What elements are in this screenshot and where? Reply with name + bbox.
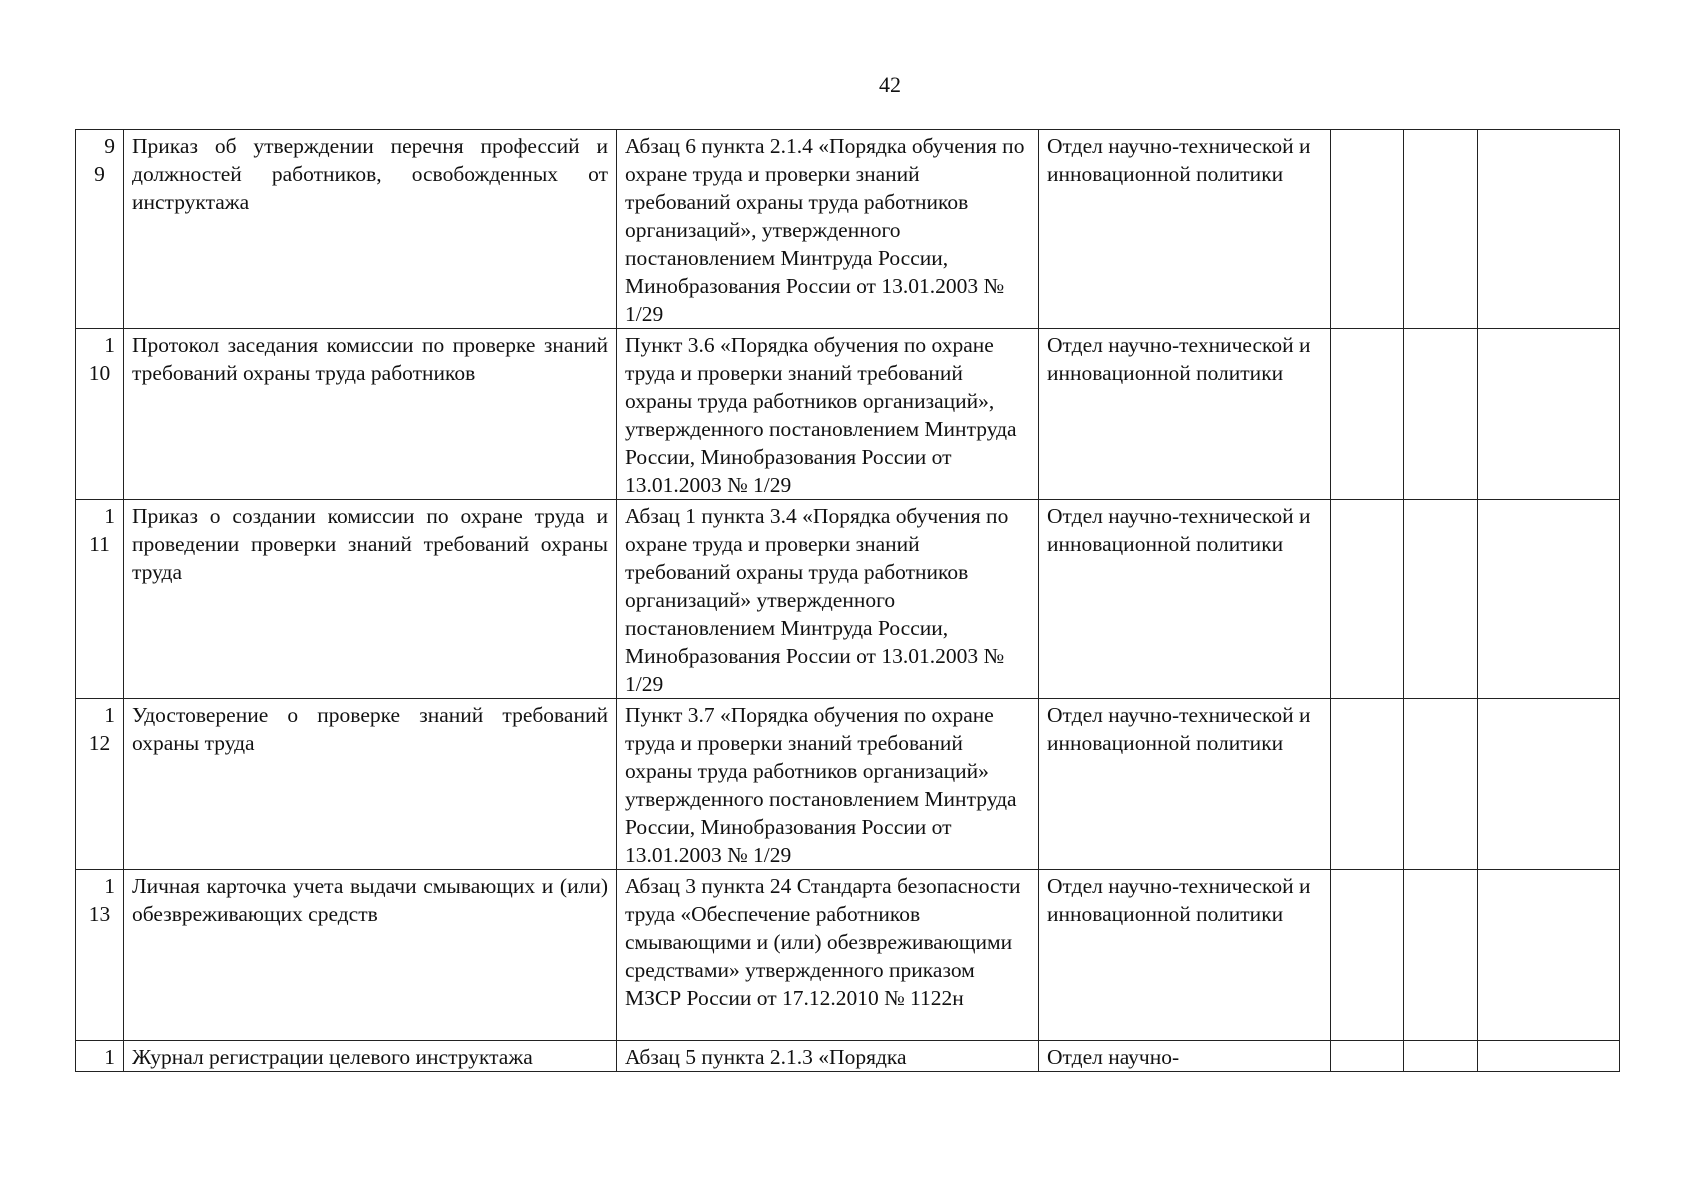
department-cell: Отдел научно-технической и инновационной политики xyxy=(1039,500,1331,699)
row-number-top: 9 xyxy=(104,134,115,158)
empty-cell xyxy=(1331,699,1404,870)
row-number-top: 1 xyxy=(104,333,115,357)
row-number-top: 1 xyxy=(104,1045,115,1069)
document-title-cell: Удостоверение о проверке знаний требований охраны труда xyxy=(124,699,617,870)
empty-cell xyxy=(1404,329,1478,500)
legal-basis-cell: Абзац 3 пункта 24 Стандарта безопасности труда «Обеспечение работников смывающими и (или) обезвреживающими средствами» утвержденного приказом МЗСР России от 17.12.2010 № 1122н xyxy=(617,870,1039,1041)
department-cell: Отдел научно-технической и инновационной политики xyxy=(1039,699,1331,870)
empty-cell xyxy=(1331,130,1404,329)
document-title-cell: Журнал регистрации целевого инструктажа xyxy=(124,1041,617,1072)
row-number-cell xyxy=(76,1041,124,1072)
empty-cell xyxy=(1331,1041,1404,1072)
empty-cell xyxy=(1478,699,1620,870)
empty-cell xyxy=(1404,130,1478,329)
legal-basis-cell: Пункт 3.6 «Порядка обучения по охране труда и проверки знаний требований охраны труда работников организаций», утвержденного постановлением Минтруда России, Минобразования России от 13.01.2003 № 1/29 xyxy=(617,329,1039,500)
department-cell: Отдел научно- xyxy=(1039,1041,1331,1072)
row-number-bottom: 10 xyxy=(88,361,111,385)
row-number-cell xyxy=(76,500,124,699)
empty-cell xyxy=(1478,130,1620,329)
row-number-cell xyxy=(76,870,124,1041)
empty-cell xyxy=(1331,870,1404,1041)
empty-cell xyxy=(1478,500,1620,699)
row-number-cell xyxy=(76,699,124,870)
table-row xyxy=(76,870,1620,1041)
legal-basis-cell: Абзац 1 пункта 3.4 «Порядка обучения по охране труда и проверки знаний требований охраны труда работников организаций» утвержденного постановлением Минтруда России, Минобразования России от 13.01.2003 № 1/29 xyxy=(617,500,1039,699)
empty-cell xyxy=(1331,500,1404,699)
empty-cell xyxy=(1331,329,1404,500)
table-row xyxy=(76,130,1620,329)
document-title-cell: Личная карточка учета выдачи смывающих и (или) обезвреживающих средств xyxy=(124,870,617,1041)
empty-cell xyxy=(1404,500,1478,699)
empty-cell xyxy=(1404,699,1478,870)
row-number-top: 1 xyxy=(104,874,115,898)
row-number-cell xyxy=(76,130,124,329)
empty-cell xyxy=(1404,870,1478,1041)
row-number-top: 1 xyxy=(104,703,115,727)
row-number-top: 1 xyxy=(104,504,115,528)
legal-basis-cell: Абзац 5 пункта 2.1.3 «Порядка xyxy=(617,1041,1039,1072)
legal-basis-cell: Пункт 3.7 «Порядка обучения по охране труда и проверки знаний требований охраны труда работников организаций» утвержденного постановлением Минтруда России, Минобразования России от 13.01.2003 № 1/29 xyxy=(617,699,1039,870)
table-row xyxy=(76,500,1620,699)
empty-cell xyxy=(1404,1041,1478,1072)
department-cell: Отдел научно-технической и инновационной политики xyxy=(1039,130,1331,329)
document-title-cell: Протокол заседания комиссии по проверке знаний требований охраны труда работников xyxy=(124,329,617,500)
table-row xyxy=(76,1041,1620,1072)
empty-cell xyxy=(1478,1041,1620,1072)
empty-cell xyxy=(1478,329,1620,500)
table-row xyxy=(76,329,1620,500)
row-number-bottom: 11 xyxy=(89,532,110,556)
department-cell: Отдел научно-технической и инновационной политики xyxy=(1039,870,1331,1041)
row-number-bottom: 12 xyxy=(88,731,111,755)
page-number: 42 xyxy=(879,72,901,97)
table-body xyxy=(76,130,1620,1072)
row-number-bottom: 13 xyxy=(88,902,111,926)
document-title-cell: Приказ о создании комиссии по охране труда и проведении проверки знаний требований охраны труда xyxy=(124,500,617,699)
row-number-cell xyxy=(76,329,124,500)
empty-cell xyxy=(1478,870,1620,1041)
department-cell: Отдел научно-технической и инновационной политики xyxy=(1039,329,1331,500)
row-number-bottom: 9 xyxy=(94,162,105,186)
document-title-cell: Приказ об утверждении перечня профессий и должностей работников, освобожденных от инструктажа xyxy=(124,130,617,329)
table-row xyxy=(76,699,1620,870)
document-table xyxy=(75,129,1620,1072)
legal-basis-cell: Абзац 6 пункта 2.1.4 «Порядка обучения по охране труда и проверки знаний требований охраны труда работников организаций», утвержденного постановлением Минтруда России, Минобразования России от 13.01.2003 № 1/29 xyxy=(617,130,1039,329)
